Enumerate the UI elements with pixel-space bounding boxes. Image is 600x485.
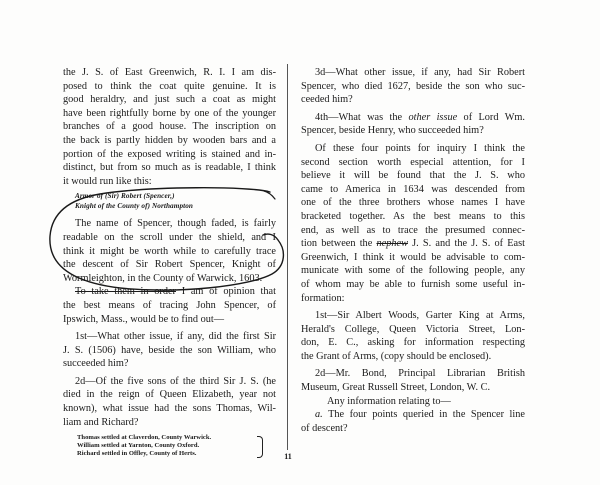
settled-line: William settled at Yarnton, County Oxford.	[77, 442, 200, 450]
left-column	[63, 66, 276, 458]
text-line: branches of a good house. The inscription on	[63, 121, 276, 133]
question-4	[301, 111, 525, 138]
text-line: the Grant of Arms, (copy should be enclosed).	[301, 350, 492, 362]
question-1	[63, 330, 276, 371]
text-line	[301, 408, 525, 422]
text-line: don, E. C., asking for information respecting	[301, 337, 525, 349]
text-line: liam and Richard?	[63, 416, 139, 428]
text-line	[63, 285, 276, 299]
text-line: the back is partly hidden by wooden bars and a	[63, 134, 276, 146]
inscription-line: Armor of (Sir) Robert (Spencer,)	[75, 192, 175, 201]
text-line: of whom may be able to furnish some useful in-	[301, 278, 525, 290]
connection-suffix: J. S. and the J. S. of East	[412, 238, 525, 250]
point-a-text: The four points queried in the Spencer line	[328, 409, 525, 421]
text-line: Spencer, beside Henry, who succeeded him?	[301, 125, 484, 137]
contact-mr-bond	[301, 367, 525, 408]
q4-suffix: of Lord Wm.	[463, 111, 525, 123]
text-line	[301, 237, 525, 251]
text-line: 2d—Of the five sons of the third Sir J. S. (he	[75, 375, 276, 387]
question-3	[301, 66, 525, 107]
column-divider	[287, 64, 288, 450]
text-line: of descent?	[301, 422, 348, 434]
text-line: distinct, but from so much as is readable, I think	[63, 162, 276, 174]
opinion-paragraph	[63, 285, 276, 326]
settled-brothers-list	[77, 434, 257, 458]
struck-word: nephew	[376, 238, 408, 250]
text-line: 2d—Mr. Bond, Principal Librarian British	[315, 368, 525, 380]
text-line: municate with some of the following people, any	[301, 265, 525, 277]
point-a	[301, 408, 525, 435]
text-line: Ipswich, Mass., would be to find out—	[63, 313, 225, 325]
text-line: it would run like this:	[63, 175, 152, 187]
settled-line: Thomas settled at Claverdon, County Warwick.	[77, 434, 212, 442]
text-line: formation:	[301, 292, 345, 304]
bracket-mark	[257, 436, 263, 458]
text-line: Wormleighton, in the County of Warwick, 1603.	[63, 272, 263, 284]
connection-prefix: tion between the	[301, 238, 373, 250]
text-line: portion of the exposed writing is stained and in-	[63, 148, 276, 160]
q4-prefix: 4th—What was the	[315, 111, 403, 123]
text-line: died in the reign of Queen Elizabeth, year not	[63, 389, 276, 401]
text-line: succeeded him?	[63, 358, 129, 370]
text-line: posed to think the coat quite genuine. It is	[63, 80, 276, 92]
text-line: second section worth especial attention, for I	[301, 156, 525, 168]
text-line: known), what issue had the sons Thomas, Wil-	[63, 403, 276, 415]
text-line	[301, 111, 525, 125]
text-line: Of these four points for inquiry I think the	[315, 142, 525, 154]
q4-italic: other issue	[408, 111, 458, 123]
text-line: 1st—Sir Albert Woods, Garter King at Arms,	[315, 310, 525, 322]
text-line: 3d—What other issue, if any, had Sir Robert	[315, 67, 525, 78]
text-line: believe it will be found that the J. S. who	[301, 170, 525, 182]
text-line: The name of Spencer, though faded, is fairly	[75, 218, 276, 230]
text-line: ceeded him?	[301, 94, 353, 106]
text-line: Any information relating to—	[327, 395, 451, 407]
text-line: bracketed together. As the best means to this	[301, 210, 525, 222]
page-number: 11	[284, 452, 292, 461]
text-line: think it might be worth while to carefully trace	[63, 245, 276, 257]
text-line: came to America in 1634 was descended from	[301, 183, 525, 195]
text-line: one of the three brothers whose names I have	[301, 197, 525, 209]
settled-line: Richard settled in Offley, County of Herts.	[77, 450, 197, 458]
text-line: Greenwich, I think it would be advisable to com-	[301, 251, 525, 263]
text-line: readable on the scroll under the shield, and I	[63, 231, 276, 243]
struck-text: To take them in order	[75, 286, 176, 298]
opinion-text: I am of opinion that	[181, 286, 276, 298]
intro-paragraph	[63, 66, 276, 188]
right-column	[301, 66, 525, 435]
armor-inscription	[75, 191, 276, 211]
text-line: Museum, Great Russell Street, London, W. C.	[301, 382, 491, 394]
inscription-line: Knight of the County of) Northampton	[75, 202, 194, 211]
question-2	[63, 375, 276, 429]
text-line: J. S. (1506) have, beside the son William, who	[63, 344, 276, 356]
text-line: 1st—What other issue, if any, did the first Sir	[75, 331, 276, 343]
text-line: Herald's College, Queen Victoria Street, Lon-	[301, 323, 525, 335]
point-a-label: a.	[315, 409, 323, 421]
text-line: the J. S. of East Greenwich, R. I. I am dis-	[63, 67, 276, 78]
text-line: have been rightfully borne by one of the younger	[63, 107, 276, 119]
contact-sir-albert	[301, 309, 525, 363]
circled-paragraph	[63, 217, 276, 285]
text-line: end, as well as to trace the presumed connec-	[301, 224, 525, 236]
inquiry-paragraph	[301, 142, 525, 305]
text-line: the best means of tracing John Spencer, of	[63, 299, 276, 311]
text-line: Spencer, who died 1627, beside the son who suc-	[301, 80, 525, 92]
text-line: good heraldry, and just such a coat as might	[63, 94, 276, 106]
text-line: the descent of Sir Robert Spencer, Knight of	[63, 259, 276, 271]
